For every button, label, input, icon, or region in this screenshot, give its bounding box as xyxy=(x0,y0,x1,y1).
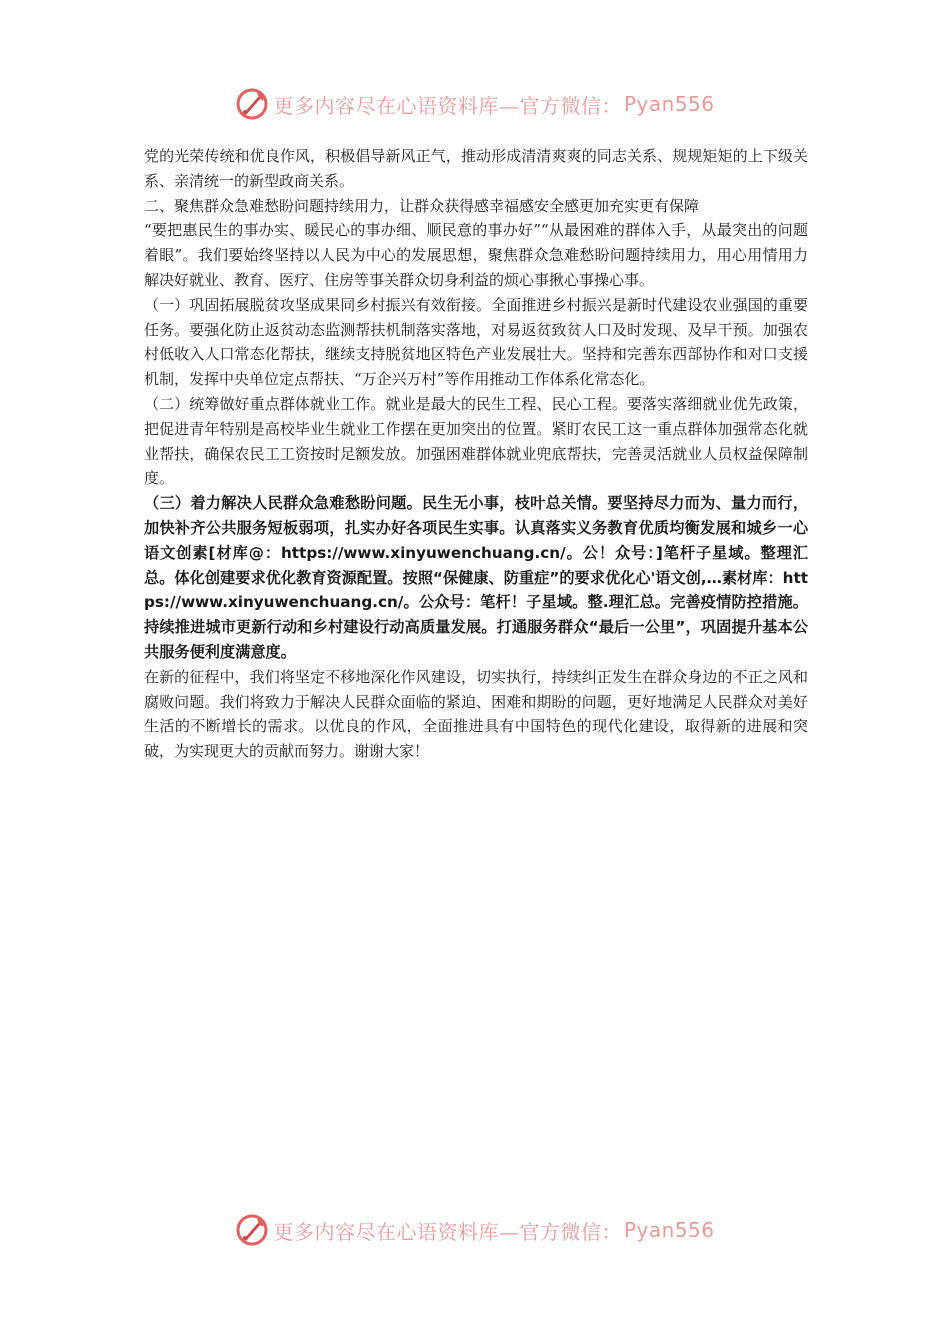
document-body xyxy=(144,144,808,764)
paragraph: 党的光荣传统和优良作风，积极倡导新风正气，推动形成清清爽爽的同志关系、规规矩矩的上下级关系、亲清统一的新型政商关系。 xyxy=(144,147,808,190)
watermark-text: 更多内容尽在心语资料库—官方微信： xyxy=(273,1219,622,1244)
quill-logo-icon xyxy=(235,1213,269,1247)
watermark-wechat-id: Pyan556 xyxy=(623,92,715,116)
footer-watermark xyxy=(0,1210,950,1250)
paragraph: （二）统筹做好重点群体就业工作。就业是最大的民生工程、民心工程。要落实落细就业优先政策，把促进青年特别是高校毕业生就业工作摆在更加突出的位置。紧盯农民工这一重点群体加强常态化就业帮扶，确保农民工工资按时足额发放。加强困难群体就业兜底帮扶，完善灵活就业人员权益保障制度。 xyxy=(144,394,808,488)
quill-logo-icon xyxy=(235,87,269,121)
paragraph: （一）巩固拓展脱贫攻坚成果同乡村振兴有效衔接。全面推进乡村振兴是新时代建设农业强国的重要任务。要强化防止返贫动态监测帮扶机制落实落地，对易返贫致贫人口及时发现、及早干预。加强农村低收入人口常态化帮扶，继续支持脱贫地区特色产业发展壮大。坚持和完善东西部协作和对口支援机制，发挥中央单位定点帮扶、“万企兴万村”等作用推动工作体系化常态化。 xyxy=(144,295,808,389)
watermark-text: 更多内容尽在心语资料库—官方微信： xyxy=(273,93,622,118)
watermark-wechat-id: Pyan556 xyxy=(623,1218,715,1242)
paragraph: “要把惠民生的事办实、暖民心的事办细、顺民意的事办好”“从最困难的群体入手，从最突出的问题着眼”。我们要始终坚持以人民为中心的发展思想，聚焦群众急难愁盼问题持续用力，用心用情用力解决好就业、教育、医疗、住房等事关群众切身利益的烦心事揪心事操心事。 xyxy=(144,221,808,289)
bold-paragraph: （三）着力解决人民群众急难愁盼问题。民生无小事，枝叶总关情。要坚持尽力而为、量力而行，加快补齐公共服务短板弱项，扎实办好各项民生实事。认真落实义务教育优质均衡发展和城乡一心语文创素[材库@：https://www.xinyuwenchuang.cn/。公！众号：]笔杆子星域。整理汇总。体化创建要求优化教育资源配置。按照“保健康、防重症”的要求优化心'语文创,…素材库：https://www.xinyuwenchuang.cn/。公众号：笔杆！子星域。整.理汇总。完善疫情防控措施。持续推进城市更新行动和乡村建设行动高质量发展。打通服务群众“最后一公里”，巩固提升基本公共服务便利度满意度。 xyxy=(144,494,808,661)
header-watermark xyxy=(0,84,950,124)
section-heading: 二、聚焦群众急难愁盼问题持续用力，让群众获得感幸福感安全感更加充实更有保障 xyxy=(144,196,700,215)
paragraph: 在新的征程中，我们将坚定不移地深化作风建设，切实执行，持续纠正发生在群众身边的不正之风和腐败问题。我们将致力于解决人民群众面临的紧迫、困难和期盼的问题，更好地满足人民群众对美好生活的不断增长的需求。以优良的作风，全面推进具有中国特色的现代化建设，取得新的进展和突破，为实现更大的贡献而努力。谢谢大家！ xyxy=(144,667,808,761)
